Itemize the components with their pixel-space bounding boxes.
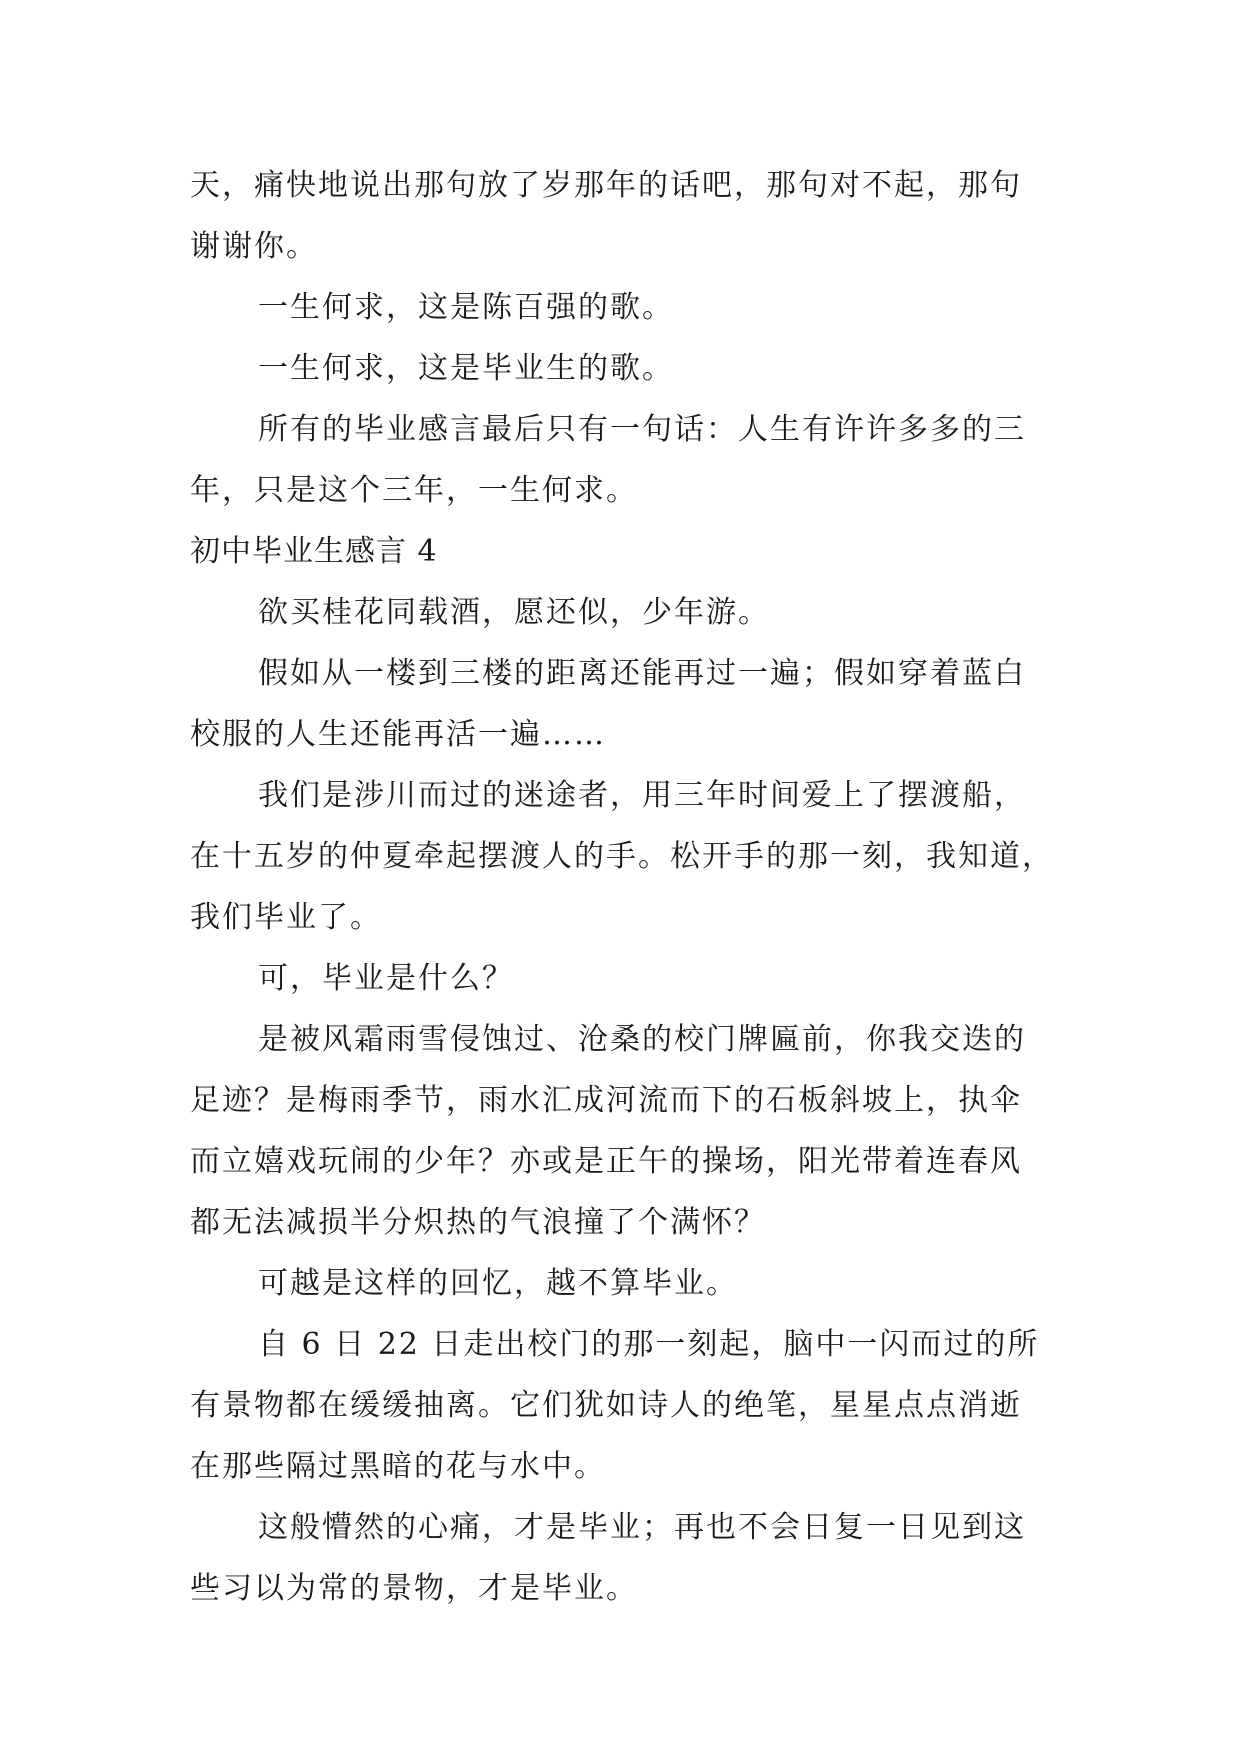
paragraph-line: 可越是这样的回忆，越不算毕业。 (258, 1266, 738, 1301)
paragraph-line: 可，毕业是什么？ (258, 961, 514, 996)
paragraph-line: 所有的毕业感言最后只有一句话：人生有许许多多的三 (258, 412, 1026, 447)
paragraph-line: 一生何求，这是毕业生的歌。 (258, 351, 674, 386)
paragraph-line: 是被风霜雨雪侵蚀过、沧桑的校门牌匾前，你我交迭的 (258, 1022, 1026, 1057)
paragraph-line: 谢谢你。 (190, 229, 318, 264)
paragraph-line: 足迹？是梅雨季节，雨水汇成河流而下的石板斜坡上，执伞 (190, 1083, 1022, 1118)
section-heading: 初中毕业生感言 4 (190, 534, 438, 569)
paragraph-line: 都无法减损半分炽热的气浪撞了个满怀？ (190, 1205, 766, 1240)
paragraph-line: 有景物都在缓缓抽离。它们犹如诗人的绝笔，星星点点消逝 (190, 1388, 1022, 1423)
paragraph-line: 欲买桂花同载酒，愿还似，少年游。 (258, 595, 770, 630)
paragraph-line: 假如从一楼到三楼的距离还能再过一遍；假如穿着蓝白 (258, 656, 1026, 691)
paragraph-line: 我们毕业了。 (190, 900, 382, 935)
document-body (190, 155, 1054, 1619)
paragraph-line: 自 6 日 22 日走出校门的那一刻起，脑中一闪而过的所 (258, 1327, 1040, 1362)
paragraph-line: 在那些隔过黑暗的花与水中。 (190, 1449, 606, 1484)
paragraph-line: 校服的人生还能再活一遍…… (190, 717, 606, 752)
paragraph-line: 在十五岁的仲夏牵起摆渡人的手。松开手的那一刻，我知道， (190, 839, 1054, 874)
paragraph-line: 一生何求，这是陈百强的歌。 (258, 290, 674, 325)
paragraph-line: 而立嬉戏玩闹的少年？亦或是正午的操场，阳光带着连春风 (190, 1144, 1022, 1179)
paragraph-line: 年，只是这个三年，一生何求。 (190, 473, 638, 508)
paragraph-line: 些习以为常的景物，才是毕业。 (190, 1571, 638, 1606)
paragraph-line: 我们是涉川而过的迷途者，用三年时间爱上了摆渡船， (258, 778, 1026, 813)
paragraph-line: 这般懵然的心痛，才是毕业；再也不会日复一日见到这 (258, 1510, 1026, 1545)
paragraph-line: 天，痛快地说出那句放了岁那年的话吧，那句对不起，那句 (190, 168, 1022, 203)
